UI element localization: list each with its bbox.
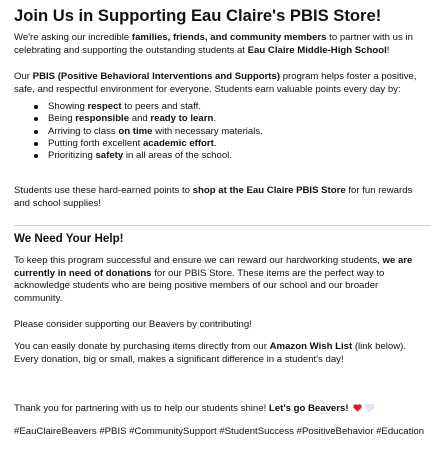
shop-text-1: Students use these hard-earned points to [14,185,193,196]
list-item-bold: responsible [75,113,130,125]
thanks-paragraph [14,403,426,416]
help-text-2: for our PBIS Store. These items are the perfect way to acknowledge students who are being positive members of our school and our broader community. [14,267,385,304]
bullet-dot [34,117,38,121]
list-item-bold: on time [118,125,153,137]
list-item-text: Prioritizing [48,150,96,162]
list-item-text: with necessary materials. [152,125,263,137]
section-divider [14,225,431,226]
list-item-bold: respect [87,101,122,112]
behavior-list [34,101,424,162]
list-item [34,126,424,138]
list-item-text: . [213,137,217,149]
help-heading: We Need Your Help! [14,232,124,245]
list-item [34,138,424,150]
consider-paragraph: Please consider supporting our Beavers by contributing! [14,319,252,330]
donate-text-1: You can easily donate by purchasing items directly from our [14,341,270,352]
list-item-text: Showing [48,101,88,112]
pbis-bold-1: PBIS (Positive Behavioral Interventions and Supports) [32,71,281,82]
list-item [34,150,424,162]
hashtags: #EauClaireBeavers #PBIS #CommunitySupport #StudentSuccess #PositiveBehavior #Education [14,426,425,437]
donate-paragraph [14,341,426,366]
list-item-text: Being [48,113,76,125]
pbis-paragraph [14,71,426,96]
shop-text-2: for fun rewards and school supplies! [14,185,413,209]
bullet-dot [34,130,38,134]
intro-text-3: ! [386,44,390,56]
help-text-1: To keep this program successful and ensure we can reward our hardworking students, [14,255,383,266]
donate-bold-1: Amazon Wish List [269,341,353,352]
bullet-dot [34,105,38,109]
intro-text-2: to partner with us in celebrating and supporting the outstanding students at [14,32,413,56]
intro-bold-1: families, friends, and community members [131,32,327,43]
red-heart-icon [353,404,362,412]
pbis-text-2: program helps foster a positive, safe, and respectful environment for everyone. Students earn valuable points every day by: [14,71,417,95]
list-item-bold: safety [95,150,124,162]
bullet-dot [34,154,38,158]
intro-text-1: We're asking our incredible [14,32,132,43]
list-item-text: in all areas of the school. [123,150,232,162]
list-item-text: to peers and staff. [121,101,201,112]
list-item-bold: ready to learn [150,113,214,125]
list-item [34,113,424,125]
shop-bold-1: shop at the Eau Claire PBIS Store [192,185,346,196]
page-title: Join Us in Supporting Eau Claire's PBIS Store! [14,6,382,25]
pbis-text-1: Our [14,71,33,82]
donate-text-2: (link below). Every donation, big or small, makes a significant difference in a student's day! [14,341,407,365]
help-paragraph [14,255,426,305]
list-item [34,101,424,113]
list-item-bold: academic effort [142,137,214,149]
list-item-text: Arriving to class [48,125,119,137]
intro-paragraph [14,32,426,57]
list-item-text: Putting forth excellent [48,137,143,149]
white-heart-icon [365,404,374,412]
thanks-text-1: Thank you for partnering with us to help our students shine! [14,403,269,414]
intro-bold-2: Eau Claire Middle-High School [247,44,387,56]
shop-paragraph [14,185,426,210]
thanks-bold-1: Let's go Beavers! [268,403,349,414]
bullet-dot [34,142,38,146]
list-item-text: . [213,113,216,125]
list-item-text: and [129,113,151,125]
help-bold-1: we are currently in need of donations [14,255,413,279]
